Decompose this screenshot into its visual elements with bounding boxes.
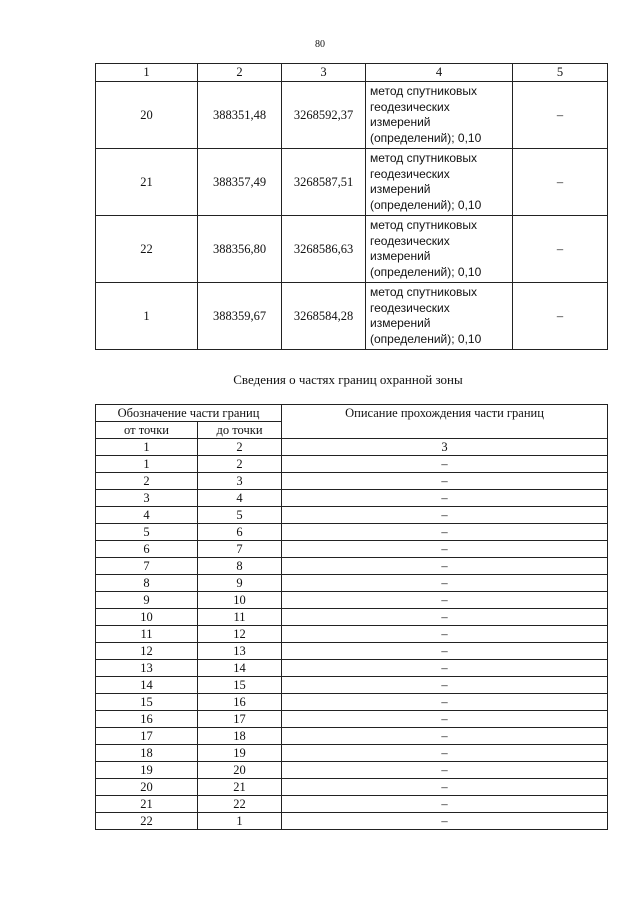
- table-row: [96, 762, 608, 779]
- column-number: 1: [96, 64, 198, 82]
- section-title: Сведения о частях границ охранной зоны: [233, 372, 463, 387]
- designation-header: Обозначение части границ: [96, 405, 282, 422]
- description-cell: –: [282, 779, 608, 796]
- from-point-cell: 9: [96, 592, 198, 609]
- to-point-cell: 17: [198, 711, 282, 728]
- table-row: [96, 609, 608, 626]
- y-coordinate-cell: 3268586,63: [282, 216, 366, 283]
- from-point-cell: 12: [96, 643, 198, 660]
- description-cell: –: [282, 507, 608, 524]
- table-row: [96, 490, 608, 507]
- note-cell: –: [513, 82, 608, 149]
- from-point-cell: 21: [96, 796, 198, 813]
- from-point-cell: 20: [96, 779, 198, 796]
- description-cell: –: [282, 660, 608, 677]
- x-coordinate-cell: 388359,67: [198, 283, 282, 350]
- y-coordinate-cell: 3268592,37: [282, 82, 366, 149]
- to-point-cell: 5: [198, 507, 282, 524]
- description-cell: –: [282, 762, 608, 779]
- point-cell: 1: [96, 283, 198, 350]
- table-header-row: [96, 64, 608, 82]
- page-number: 80: [315, 39, 325, 50]
- to-point-cell: 15: [198, 677, 282, 694]
- from-point-cell: 13: [96, 660, 198, 677]
- table-row: [96, 813, 608, 830]
- from-point-cell: 18: [96, 745, 198, 762]
- description-cell: –: [282, 694, 608, 711]
- column-number: 4: [366, 64, 513, 82]
- description-cell: –: [282, 490, 608, 507]
- from-point-cell: 7: [96, 558, 198, 575]
- note-cell: –: [513, 283, 608, 350]
- from-point-cell: 4: [96, 507, 198, 524]
- to-point-header: до точки: [198, 422, 282, 439]
- to-point-cell: 11: [198, 609, 282, 626]
- x-coordinate-cell: 388351,48: [198, 82, 282, 149]
- to-point-cell: 20: [198, 762, 282, 779]
- table-row: [96, 694, 608, 711]
- column-number: 2: [198, 64, 282, 82]
- table-row: [96, 82, 608, 149]
- point-cell: 22: [96, 216, 198, 283]
- table-row: [96, 216, 608, 283]
- to-point-cell: 2: [198, 456, 282, 473]
- column-number: 5: [513, 64, 608, 82]
- table-row: [96, 456, 608, 473]
- description-cell: –: [282, 626, 608, 643]
- description-cell: –: [282, 796, 608, 813]
- coordinates-table: [95, 63, 608, 350]
- to-point-cell: 6: [198, 524, 282, 541]
- table-row: [96, 473, 608, 490]
- table-row: [96, 575, 608, 592]
- column-number: 1: [96, 439, 198, 456]
- from-point-cell: 10: [96, 609, 198, 626]
- table-row: [96, 796, 608, 813]
- table-row: [96, 677, 608, 694]
- table-row: [96, 643, 608, 660]
- method-cell: метод спутниковых геодезических измерений (определений); 0,10: [366, 82, 513, 149]
- x-coordinate-cell: 388357,49: [198, 149, 282, 216]
- table-row: [96, 149, 608, 216]
- method-cell: метод спутниковых геодезических измерений (определений); 0,10: [366, 149, 513, 216]
- description-header: Описание прохождения части границ: [282, 405, 608, 439]
- y-coordinate-cell: 3268584,28: [282, 283, 366, 350]
- to-point-cell: 3: [198, 473, 282, 490]
- to-point-cell: 16: [198, 694, 282, 711]
- to-point-cell: 1: [198, 813, 282, 830]
- to-point-cell: 22: [198, 796, 282, 813]
- column-number: 3: [282, 439, 608, 456]
- table-row: [96, 728, 608, 745]
- to-point-cell: 19: [198, 745, 282, 762]
- from-point-cell: 11: [96, 626, 198, 643]
- from-point-cell: 5: [96, 524, 198, 541]
- description-cell: –: [282, 592, 608, 609]
- description-cell: –: [282, 745, 608, 762]
- table-row: [96, 592, 608, 609]
- table-row: [96, 626, 608, 643]
- description-cell: –: [282, 541, 608, 558]
- table-row: [96, 711, 608, 728]
- column-numbering-row: [96, 439, 608, 456]
- to-point-cell: 10: [198, 592, 282, 609]
- column-number: 2: [198, 439, 282, 456]
- table-row: [96, 524, 608, 541]
- to-point-cell: 7: [198, 541, 282, 558]
- description-cell: –: [282, 473, 608, 490]
- to-point-cell: 18: [198, 728, 282, 745]
- from-point-cell: 17: [96, 728, 198, 745]
- method-cell: метод спутниковых геодезических измерений (определений); 0,10: [366, 283, 513, 350]
- table-row: [96, 779, 608, 796]
- description-cell: –: [282, 575, 608, 592]
- description-cell: –: [282, 728, 608, 745]
- note-cell: –: [513, 216, 608, 283]
- description-cell: –: [282, 643, 608, 660]
- description-cell: –: [282, 456, 608, 473]
- to-point-cell: 14: [198, 660, 282, 677]
- boundary-parts-table: [95, 404, 608, 830]
- from-point-cell: 22: [96, 813, 198, 830]
- column-number: 3: [282, 64, 366, 82]
- from-point-cell: 14: [96, 677, 198, 694]
- table-row: [96, 660, 608, 677]
- description-cell: –: [282, 813, 608, 830]
- description-cell: –: [282, 711, 608, 728]
- x-coordinate-cell: 388356,80: [198, 216, 282, 283]
- description-cell: –: [282, 677, 608, 694]
- from-point-cell: 8: [96, 575, 198, 592]
- description-cell: –: [282, 609, 608, 626]
- to-point-cell: 12: [198, 626, 282, 643]
- table-row: [96, 507, 608, 524]
- from-point-cell: 15: [96, 694, 198, 711]
- from-point-cell: 19: [96, 762, 198, 779]
- method-cell: метод спутниковых геодезических измерений (определений); 0,10: [366, 216, 513, 283]
- table-row: [96, 745, 608, 762]
- point-cell: 21: [96, 149, 198, 216]
- description-cell: –: [282, 558, 608, 575]
- point-cell: 20: [96, 82, 198, 149]
- y-coordinate-cell: 3268587,51: [282, 149, 366, 216]
- to-point-cell: 9: [198, 575, 282, 592]
- from-point-cell: 1: [96, 456, 198, 473]
- from-point-cell: 6: [96, 541, 198, 558]
- from-point-header: от точки: [96, 422, 198, 439]
- to-point-cell: 13: [198, 643, 282, 660]
- description-cell: –: [282, 524, 608, 541]
- note-cell: –: [513, 149, 608, 216]
- from-point-cell: 16: [96, 711, 198, 728]
- table-header-row: [96, 405, 608, 422]
- to-point-cell: 21: [198, 779, 282, 796]
- to-point-cell: 4: [198, 490, 282, 507]
- table-row: [96, 558, 608, 575]
- to-point-cell: 8: [198, 558, 282, 575]
- from-point-cell: 2: [96, 473, 198, 490]
- table-row: [96, 541, 608, 558]
- from-point-cell: 3: [96, 490, 198, 507]
- table-row: [96, 283, 608, 350]
